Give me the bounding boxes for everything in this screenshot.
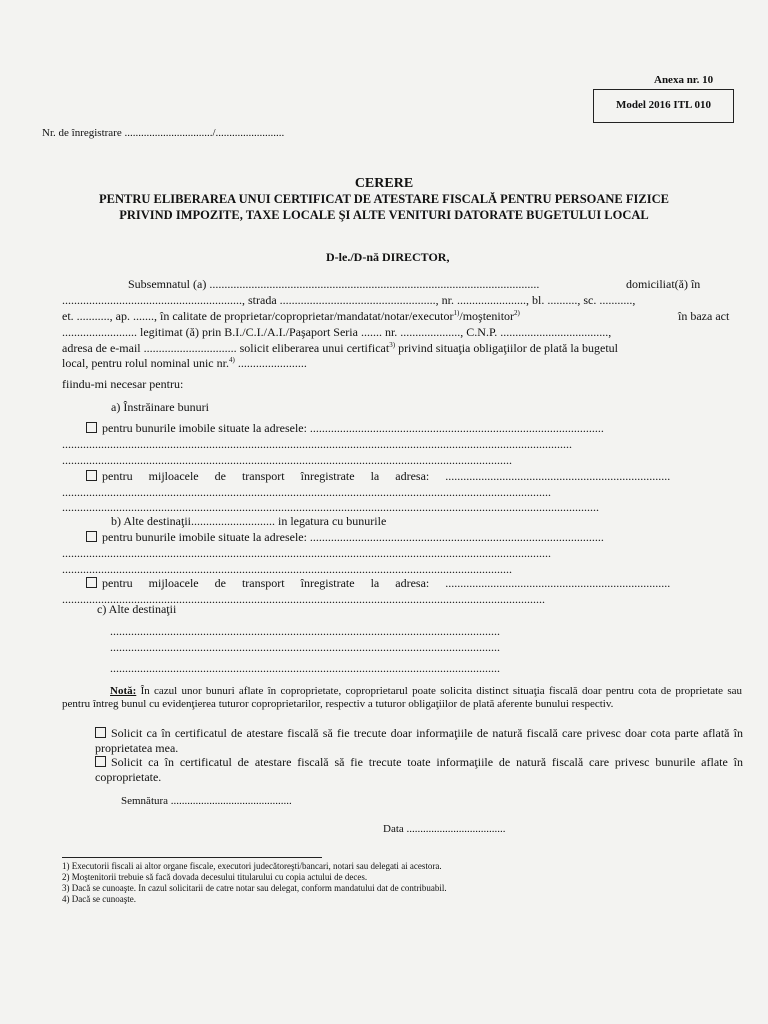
- checkbox[interactable]: [95, 756, 106, 767]
- note-label: Notă:: [110, 685, 137, 697]
- section-b-immobile-option[interactable]: [86, 530, 604, 545]
- footnote-4: 4) Dacă se cunoaşte.: [62, 894, 136, 904]
- option-own-share-label: Solicit ca în certificatul de atestare fiscală să fie trecute doar informaţiile de natură fiscală care privesc doar cota parte aflată în proprietatea mea.: [95, 726, 743, 755]
- fill-line: ..................................................................................................................................: [110, 624, 500, 638]
- fill-line: ..........................................................................................................................................................................: [62, 437, 572, 451]
- identity-line: ......................... legitimat (ă) prin B.I./C.I./A.I./Paşaport Seria ....... nr. ...................., C.N.P. ....................................,: [62, 325, 612, 339]
- addressee: D-le./D-nă DIRECTOR,: [326, 250, 450, 264]
- footnote-1: 1) Executorii fiscali ai altor organe fiscale, executori judecătoreşti/bancari, notari sau delegati ai acestora.: [62, 861, 442, 871]
- signature-field[interactable]: Semnătura ............................................: [121, 795, 292, 807]
- registration-number: Nr. de înregistrare ................................/.........................: [42, 127, 285, 139]
- section-a-immobile-label: pentru bunurile imobile situate la adresele: ..................................................................................................: [102, 421, 604, 435]
- annex-number: Anexa nr. 10: [654, 74, 714, 86]
- checkbox[interactable]: [86, 531, 97, 542]
- checkbox[interactable]: [86, 577, 97, 588]
- fill-line: ..................................................................................................................................: [110, 640, 500, 654]
- section-a-transport-label: pentru mijloacele de transport înregistrate la adresa: ...........................................................................: [102, 469, 671, 483]
- footnote-ref-3: 3): [389, 341, 396, 349]
- fill-line: ...................................................................................................................................................................: [62, 546, 551, 560]
- section-a-title: a) Înstrăinare bunuri: [111, 400, 209, 414]
- fill-line: ..................................................................................................................................: [110, 661, 500, 675]
- date-field[interactable]: Data ....................................: [383, 823, 506, 835]
- model-code-box: Model 2016 ITL 010: [593, 89, 734, 123]
- footnote-2: 2) Moştenitorii trebuie să facă dovada decesului titularului cu copia actului de deces.: [62, 872, 368, 882]
- role-number-dots: .......................: [237, 356, 307, 370]
- checkbox[interactable]: [86, 422, 97, 433]
- footnote-ref-1: 1): [453, 309, 460, 317]
- purpose-intro: fiindu-mi necesar pentru:: [62, 377, 184, 391]
- checkbox[interactable]: [86, 470, 97, 481]
- form-subtitle-line2: PRIVIND IMPOZITE, TAXE LOCALE ŞI ALTE VENITURI DATORATE BUGETULUI LOCAL: [119, 208, 649, 222]
- fill-line: ...................................................................................................................................................................................: [62, 500, 599, 514]
- email-text-cont: privind situaţia obligaţiilor de plată la bugetul: [398, 341, 619, 355]
- form-title: CERERE: [354, 176, 414, 191]
- footnote-ref-2: 2): [514, 309, 520, 317]
- option-all-co-owned-label: Solicit ca în certificatul de atestare fiscală să fie trecute toate informaţiile de natură fiscală care privesc bunurile aflate în coproprietate.: [95, 755, 743, 784]
- role-number-line: [62, 356, 307, 371]
- fill-line: .................................................................................................................................................................: [62, 592, 545, 606]
- fill-line: ......................................................................................................................................................: [62, 562, 512, 576]
- section-b-immobile-label: pentru bunurile imobile situate la adresele: ..................................................................................................: [102, 530, 604, 544]
- basis-act-label: în baza act: [678, 309, 730, 323]
- section-b-title: b) Alte destinaţii............................ in legatura cu bunurile: [111, 514, 387, 528]
- capacity-text-heir: /moştenitor: [459, 309, 515, 323]
- checkbox[interactable]: [95, 727, 106, 738]
- capacity-line: [62, 309, 520, 324]
- section-a-immobile-option[interactable]: [86, 421, 604, 436]
- domicile-label: domiciliat(ă) în: [626, 277, 701, 291]
- option-all-co-owned[interactable]: [95, 755, 743, 785]
- footnote-divider: [62, 857, 322, 858]
- footnote-3: 3) Dacă se cunoaşte. In cazul solicitarii de catre notar sau delegat, conform mandatului dat de contribuabil.: [62, 883, 447, 893]
- fill-line: ...................................................................................................................................................................: [62, 485, 551, 499]
- email-line: [62, 341, 618, 356]
- section-b-transport-option[interactable]: [86, 576, 670, 591]
- co-ownership-note: [62, 685, 742, 711]
- section-b-transport-label: pentru mijloacele de transport înregistrate la adresa: ...........................................................................: [102, 576, 671, 590]
- email-text: adresa de e-mail ............................... solicit eliberarea unui certificat: [62, 341, 390, 355]
- form-subtitle-line1: PENTRU ELIBERAREA UNUI CERTIFICAT DE ATESTARE FISCALĂ PENTRU PERSOANE FIZICE: [99, 192, 669, 206]
- section-a-transport-option[interactable]: [86, 469, 670, 484]
- capacity-text: et. ..........., ap. ......., în calitate de proprietar/coproprietar/mandatat/notar/executor: [62, 309, 454, 323]
- footnote-ref-4: 4): [228, 356, 235, 364]
- applicant-name-line: Subsemnatul (a) ..............................................................................................................: [128, 277, 540, 291]
- section-c-title: c) Alte destinaţii: [97, 602, 177, 616]
- option-own-share[interactable]: [95, 726, 743, 756]
- fill-line: ......................................................................................................................................................: [62, 453, 512, 467]
- address-line: ............................................................, strada ...................................................., nr. ......................., bl. .........., sc. ...........,: [62, 293, 636, 307]
- role-number-text: local, pentru rolul nominal unic nr.: [62, 356, 229, 370]
- note-text: În cazul unor bunuri aflate în coproprietate, coproprietarul poate solicita distinct situaţia fiscală doar pentru cota de proprietate sau pentru întreg bunul cu evidenţierea tuturor coproprietarilor, respectiv a tuturor obligaţiilor de plată aferente bunului respectiv.: [62, 685, 742, 710]
